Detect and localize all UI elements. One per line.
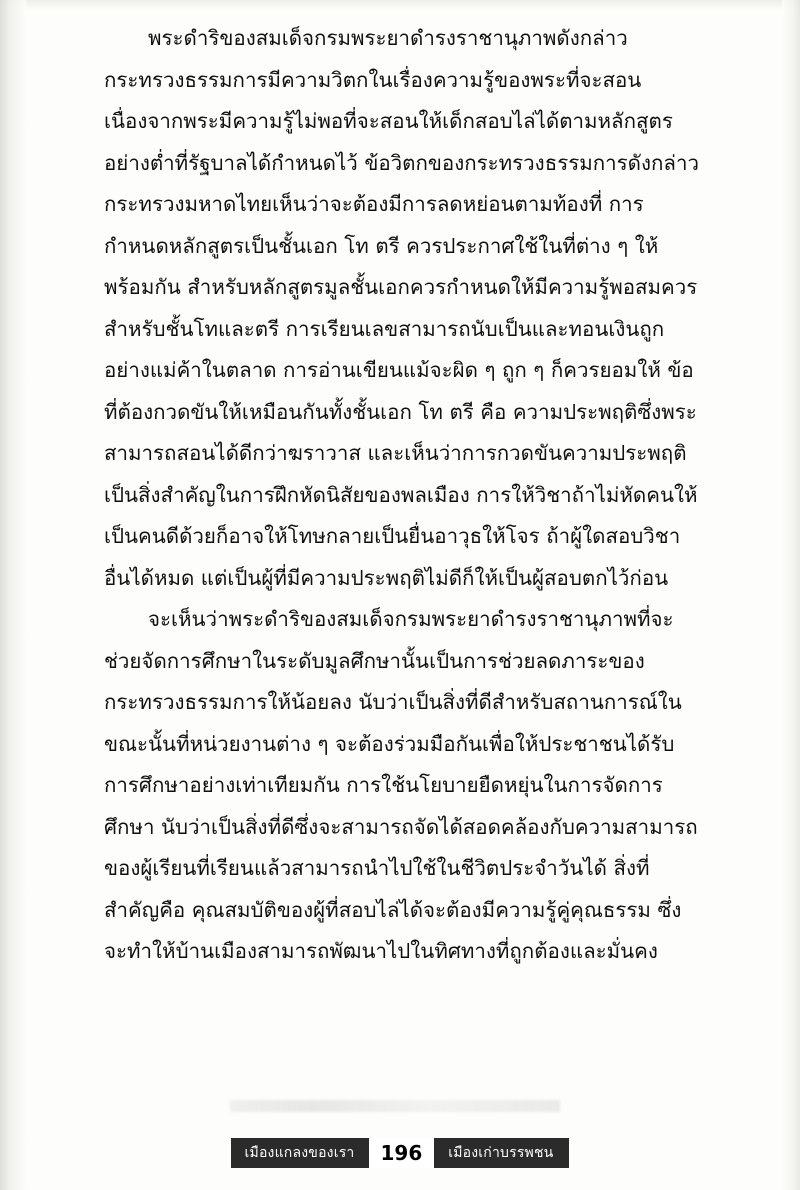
footer-section-title: เมืองเก่าบรรพชน	[436, 1138, 569, 1168]
paragraph-2: จะเห็นว่าพระดำริของสมเด็จกรมพระยาดำรงราชานุภาพที่จะช่วยจัดการศึกษาในระดับมูลศึกษานั้นเป็นการช่วยลดภาระของกระทรวงธรรมการให้น้อยลง นับว่าเป็นสิ่งที่ดีสำหรับสถานการณ์ในขณะนั้นที่หน่วยงานต่าง ๆ จะต้องร่วมมือกันเพื่อให้ประชาชนได้รับการศึกษาอย่างเท่าเทียมกัน การใช้นโยบายยืดหยุ่นในการจัดการศึกษา นับว่าเป็นสิ่งที่ดีซึ่งจะสามารถจัดได้สอดคล้องกับความสามารถของผู้เรียนที่เรียนแล้วสามารถนำไปใช้ในชีวิตประจำวันได้ สิ่งที่สำคัญคือ คุณสมบัติของผู้ที่สอบไล่ได้จะต้องมีความรู้คู่คุณธรรม ซึ่งจะทำให้บ้านเมืองสามารถพัฒนาไปในทิศทางที่ถูกต้องและมั่นคง	[104, 607, 698, 963]
scan-edge-top	[0, 0, 800, 10]
page-number: 196	[367, 1138, 437, 1168]
page-footer	[0, 1138, 800, 1168]
scan-edge-right	[782, 0, 800, 1190]
scan-edge-left	[0, 0, 26, 1190]
bleed-through-artifact	[230, 1100, 560, 1112]
page-body-text	[104, 18, 704, 973]
paragraph-1: พระดำริของสมเด็จกรมพระยาดำรงราชานุภาพดังกล่าว กระทรวงธรรมการมีความวิตกในเรื่องความรู้ของพระที่จะสอน เนื่องจากพระมีความรู้ไม่พอที่จะสอนให้เด็กสอบไล่ได้ตามหลักสูตรอย่างต่ำที่รัฐบาลได้กำหนดไว้ ข้อวิตกของกระทรวงธรรมการดังกล่าว กระทรวงมหาดไทยเห็นว่าจะต้องมีการลดหย่อนตามท้องที่ การกำหนดหลักสูตรเป็นชั้นเอก โท ตรี ควรประกาศใช้ในที่ต่าง ๆ ให้พร้อมกัน สำหรับหลักสูตรมูลชั้นเอกควรกำหนดให้มีความรู้พอสมควร สำหรับชั้นโทและตรี การเรียนเลขสามารถนับเป็นและทอนเงินถูกอย่างแม่ค้าในตลาด การอ่านเขียนแม้จะผิด ๆ ถูก ๆ ก็ควรยอมให้ ข้อที่ต้องกวดขันให้เหมือนกันทั้งชั้นเอก โท ตรี คือ ความประพฤติซึ่งพระสามารถสอนได้ดีกว่าฆราวาส และเห็นว่าการกวดขันความประพฤติเป็นสิ่งสำคัญในการฝึกหัดนิสัยของพลเมือง การให้วิชาถ้าไม่หัดคนให้เป็นคนดีด้วยก็อาจให้โทษกลายเป็นยื่นอาวุธให้โจร ถ้าผู้ใดสอบวิชาอื่นได้หมด แต่เป็นผู้ที่มีความประพฤติไม่ดีก็ให้เป็นผู้สอบตกไว้ก่อน	[104, 26, 699, 590]
footer-bar	[231, 1138, 570, 1168]
footer-book-title: เมืองแกลงของเรา	[231, 1138, 367, 1168]
